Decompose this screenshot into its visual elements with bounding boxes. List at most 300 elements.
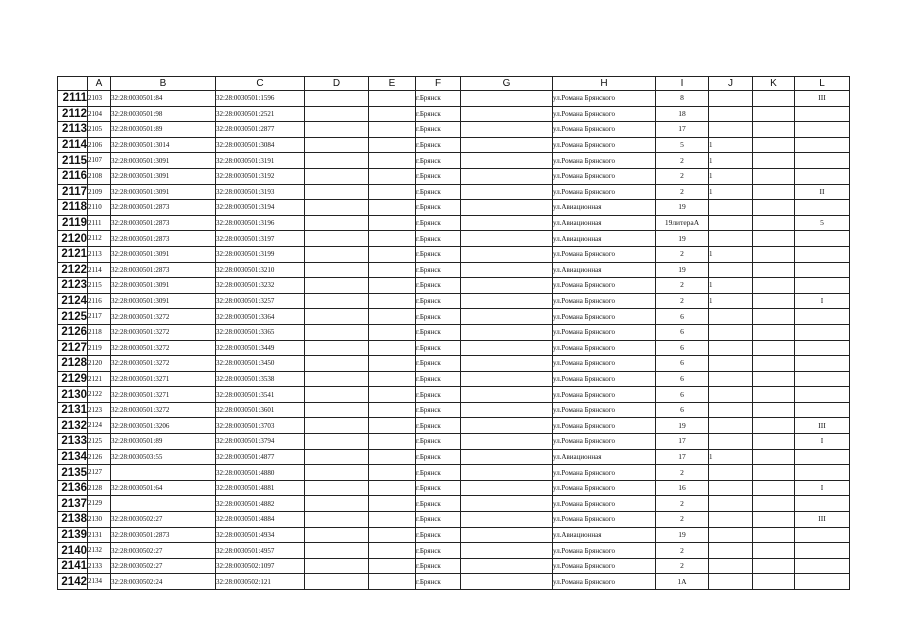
cell-i[interactable]: 5 [656, 137, 709, 153]
cell-j[interactable]: 1 [709, 246, 753, 262]
cell-a[interactable]: 2108 [88, 168, 111, 184]
cell-a[interactable]: 2123 [88, 402, 111, 418]
cell-j[interactable] [709, 122, 753, 138]
column-header-g[interactable]: G [461, 77, 553, 91]
cell-d[interactable] [305, 184, 369, 200]
cell-j[interactable]: 1 [709, 278, 753, 294]
cell-k[interactable] [753, 340, 795, 356]
cell-l[interactable] [795, 356, 850, 372]
cell-g[interactable] [461, 293, 553, 309]
cell-h[interactable]: ул.Романа Брянского [553, 465, 656, 481]
row-number[interactable]: 2131 [58, 402, 88, 418]
cell-e[interactable] [369, 449, 416, 465]
cell-g[interactable] [461, 122, 553, 138]
cell-c[interactable]: 32:28:0030501:3194 [216, 200, 305, 216]
cell-d[interactable] [305, 200, 369, 216]
cell-e[interactable] [369, 184, 416, 200]
cell-j[interactable] [709, 387, 753, 403]
cell-g[interactable] [461, 574, 553, 590]
cell-h[interactable]: ул.Романа Брянского [553, 106, 656, 122]
cell-j[interactable]: 1 [709, 293, 753, 309]
cell-c[interactable]: 32:28:0030501:3364 [216, 309, 305, 325]
cell-g[interactable] [461, 543, 553, 559]
cell-a[interactable]: 2127 [88, 465, 111, 481]
cell-b[interactable]: 32:28:0030501:3206 [111, 418, 216, 434]
row-number[interactable]: 2137 [58, 496, 88, 512]
cell-d[interactable] [305, 122, 369, 138]
cell-a[interactable]: 2125 [88, 434, 111, 450]
cell-k[interactable] [753, 246, 795, 262]
cell-j[interactable]: 1 [709, 449, 753, 465]
cell-d[interactable] [305, 278, 369, 294]
cell-i[interactable]: 2 [656, 278, 709, 294]
cell-e[interactable] [369, 496, 416, 512]
cell-b[interactable] [111, 496, 216, 512]
cell-f[interactable]: г.Брянск [416, 527, 461, 543]
cell-l[interactable] [795, 402, 850, 418]
row-number[interactable]: 2126 [58, 324, 88, 340]
cell-k[interactable] [753, 356, 795, 372]
column-header-j[interactable]: J [709, 77, 753, 91]
cell-c[interactable]: 32:28:0030501:3191 [216, 153, 305, 169]
cell-k[interactable] [753, 558, 795, 574]
cell-h[interactable]: ул.Романа Брянского [553, 512, 656, 528]
cell-k[interactable] [753, 293, 795, 309]
row-number[interactable]: 2120 [58, 231, 88, 247]
cell-d[interactable] [305, 512, 369, 528]
cell-j[interactable] [709, 465, 753, 481]
row-number[interactable]: 2119 [58, 215, 88, 231]
row-number[interactable]: 2136 [58, 480, 88, 496]
cell-i[interactable]: 19 [656, 418, 709, 434]
cell-b[interactable]: 32:28:0030501:3272 [111, 402, 216, 418]
cell-h[interactable]: ул.Романа Брянского [553, 418, 656, 434]
cell-l[interactable] [795, 137, 850, 153]
cell-e[interactable] [369, 558, 416, 574]
cell-e[interactable] [369, 356, 416, 372]
column-header-f[interactable]: F [416, 77, 461, 91]
cell-k[interactable] [753, 122, 795, 138]
cell-d[interactable] [305, 231, 369, 247]
cell-h[interactable]: ул.Романа Брянского [553, 543, 656, 559]
cell-d[interactable] [305, 465, 369, 481]
cell-j[interactable] [709, 262, 753, 278]
row-number[interactable]: 2138 [58, 512, 88, 528]
cell-k[interactable] [753, 153, 795, 169]
cell-h[interactable]: ул.Романа Брянского [553, 153, 656, 169]
cell-c[interactable]: 32:28:0030501:3449 [216, 340, 305, 356]
cell-e[interactable] [369, 434, 416, 450]
column-header-b[interactable]: B [111, 77, 216, 91]
row-number[interactable]: 2125 [58, 309, 88, 325]
cell-i[interactable]: 2 [656, 465, 709, 481]
cell-d[interactable] [305, 106, 369, 122]
cell-f[interactable]: г.Брянск [416, 402, 461, 418]
cell-i[interactable]: 2 [656, 246, 709, 262]
cell-d[interactable] [305, 309, 369, 325]
cell-l[interactable] [795, 246, 850, 262]
cell-f[interactable]: г.Брянск [416, 465, 461, 481]
cell-k[interactable] [753, 184, 795, 200]
cell-h[interactable]: ул.Авиационная [553, 200, 656, 216]
cell-d[interactable] [305, 558, 369, 574]
row-number[interactable]: 2132 [58, 418, 88, 434]
cell-e[interactable] [369, 231, 416, 247]
cell-c[interactable]: 32:28:0030501:3192 [216, 168, 305, 184]
cell-a[interactable]: 2118 [88, 324, 111, 340]
cell-f[interactable]: г.Брянск [416, 153, 461, 169]
cell-h[interactable]: ул.Романа Брянского [553, 309, 656, 325]
cell-e[interactable] [369, 371, 416, 387]
cell-i[interactable]: 17 [656, 122, 709, 138]
cell-i[interactable]: 6 [656, 324, 709, 340]
cell-b[interactable]: 32:28:0030501:3272 [111, 340, 216, 356]
cell-g[interactable] [461, 480, 553, 496]
cell-h[interactable]: ул.Романа Брянского [553, 137, 656, 153]
cell-j[interactable] [709, 418, 753, 434]
cell-b[interactable] [111, 465, 216, 481]
cell-j[interactable] [709, 215, 753, 231]
cell-h[interactable]: ул.Авиационная [553, 527, 656, 543]
cell-c[interactable]: 32:28:0030501:4882 [216, 496, 305, 512]
cell-f[interactable]: г.Брянск [416, 262, 461, 278]
cell-l[interactable] [795, 324, 850, 340]
cell-g[interactable] [461, 231, 553, 247]
cell-j[interactable] [709, 558, 753, 574]
cell-d[interactable] [305, 324, 369, 340]
cell-c[interactable]: 32:28:0030501:3193 [216, 184, 305, 200]
cell-c[interactable]: 32:28:0030501:2521 [216, 106, 305, 122]
cell-g[interactable] [461, 371, 553, 387]
cell-j[interactable] [709, 340, 753, 356]
cell-a[interactable]: 2115 [88, 278, 111, 294]
cell-k[interactable] [753, 418, 795, 434]
cell-d[interactable] [305, 418, 369, 434]
cell-j[interactable] [709, 356, 753, 372]
cell-k[interactable] [753, 449, 795, 465]
cell-a[interactable]: 2103 [88, 91, 111, 107]
row-number[interactable]: 2114 [58, 137, 88, 153]
cell-g[interactable] [461, 356, 553, 372]
cell-e[interactable] [369, 402, 416, 418]
cell-e[interactable] [369, 324, 416, 340]
cell-h[interactable]: ул.Романа Брянского [553, 480, 656, 496]
row-number[interactable]: 2135 [58, 465, 88, 481]
cell-i[interactable]: 2 [656, 496, 709, 512]
cell-b[interactable]: 32:28:0030501:3272 [111, 356, 216, 372]
row-number[interactable]: 2118 [58, 200, 88, 216]
cell-g[interactable] [461, 527, 553, 543]
cell-f[interactable]: г.Брянск [416, 371, 461, 387]
cell-f[interactable]: г.Брянск [416, 480, 461, 496]
cell-b[interactable]: 32:28:0030501:3272 [111, 324, 216, 340]
row-number[interactable]: 2129 [58, 371, 88, 387]
cell-c[interactable]: 32:28:0030501:4934 [216, 527, 305, 543]
row-number[interactable]: 2141 [58, 558, 88, 574]
cell-f[interactable]: г.Брянск [416, 91, 461, 107]
cell-e[interactable] [369, 137, 416, 153]
cell-b[interactable]: 32:28:0030501:64 [111, 480, 216, 496]
cell-l[interactable] [795, 153, 850, 169]
cell-d[interactable] [305, 574, 369, 590]
cell-d[interactable] [305, 371, 369, 387]
cell-b[interactable]: 32:28:0030502:27 [111, 558, 216, 574]
cell-e[interactable] [369, 215, 416, 231]
cell-a[interactable]: 2111 [88, 215, 111, 231]
cell-g[interactable] [461, 309, 553, 325]
cell-f[interactable]: г.Брянск [416, 356, 461, 372]
column-header-c[interactable]: C [216, 77, 305, 91]
row-number[interactable]: 2139 [58, 527, 88, 543]
cell-a[interactable]: 2122 [88, 387, 111, 403]
cell-a[interactable]: 2109 [88, 184, 111, 200]
cell-f[interactable]: г.Брянск [416, 137, 461, 153]
cell-a[interactable]: 2106 [88, 137, 111, 153]
cell-l[interactable]: II [795, 184, 850, 200]
cell-a[interactable]: 2134 [88, 574, 111, 590]
cell-c[interactable]: 32:28:0030501:3084 [216, 137, 305, 153]
cell-f[interactable]: г.Брянск [416, 324, 461, 340]
cell-c[interactable]: 32:28:0030501:3538 [216, 371, 305, 387]
cell-b[interactable]: 32:28:0030501:3271 [111, 387, 216, 403]
cell-g[interactable] [461, 449, 553, 465]
cell-i[interactable]: 17 [656, 449, 709, 465]
cell-e[interactable] [369, 200, 416, 216]
cell-c[interactable]: 32:28:0030501:3794 [216, 434, 305, 450]
cell-h[interactable]: ул.Романа Брянского [553, 184, 656, 200]
cell-b[interactable]: 32:28:0030501:3091 [111, 168, 216, 184]
cell-h[interactable]: ул.Романа Брянского [553, 558, 656, 574]
cell-a[interactable]: 2130 [88, 512, 111, 528]
cell-k[interactable] [753, 387, 795, 403]
cell-g[interactable] [461, 91, 553, 107]
cell-d[interactable] [305, 387, 369, 403]
cell-h[interactable]: ул.Романа Брянского [553, 340, 656, 356]
cell-k[interactable] [753, 137, 795, 153]
cell-f[interactable]: г.Брянск [416, 512, 461, 528]
row-number[interactable]: 2140 [58, 543, 88, 559]
row-number[interactable]: 2124 [58, 293, 88, 309]
cell-k[interactable] [753, 465, 795, 481]
cell-d[interactable] [305, 215, 369, 231]
cell-c[interactable]: 32:28:0030501:3197 [216, 231, 305, 247]
cell-k[interactable] [753, 574, 795, 590]
cell-f[interactable]: г.Брянск [416, 231, 461, 247]
row-number[interactable]: 2142 [58, 574, 88, 590]
cell-a[interactable]: 2121 [88, 371, 111, 387]
cell-c[interactable]: 32:28:0030501:3257 [216, 293, 305, 309]
cell-d[interactable] [305, 262, 369, 278]
cell-b[interactable]: 32:28:0030501:3014 [111, 137, 216, 153]
cell-g[interactable] [461, 168, 553, 184]
cell-l[interactable] [795, 200, 850, 216]
cell-i[interactable]: 6 [656, 402, 709, 418]
cell-c[interactable]: 32:28:0030502:121 [216, 574, 305, 590]
cell-a[interactable]: 2132 [88, 543, 111, 559]
cell-h[interactable]: ул.Романа Брянского [553, 168, 656, 184]
cell-e[interactable] [369, 480, 416, 496]
cell-h[interactable]: ул.Романа Брянского [553, 246, 656, 262]
cell-h[interactable]: ул.Авиационная [553, 262, 656, 278]
cell-j[interactable] [709, 324, 753, 340]
cell-l[interactable] [795, 371, 850, 387]
cell-j[interactable] [709, 371, 753, 387]
column-header-d[interactable]: D [305, 77, 369, 91]
cell-d[interactable] [305, 527, 369, 543]
cell-d[interactable] [305, 137, 369, 153]
row-number[interactable]: 2130 [58, 387, 88, 403]
cell-l[interactable] [795, 309, 850, 325]
cell-g[interactable] [461, 215, 553, 231]
cell-j[interactable] [709, 574, 753, 590]
cell-l[interactable] [795, 574, 850, 590]
cell-i[interactable]: 19литераА [656, 215, 709, 231]
cell-h[interactable]: ул.Романа Брянского [553, 574, 656, 590]
cell-l[interactable] [795, 449, 850, 465]
cell-b[interactable]: 32:28:0030501:89 [111, 122, 216, 138]
cell-c[interactable]: 32:28:0030501:3450 [216, 356, 305, 372]
column-header-a[interactable]: A [88, 77, 111, 91]
row-number[interactable]: 2112 [58, 106, 88, 122]
cell-d[interactable] [305, 480, 369, 496]
cell-k[interactable] [753, 106, 795, 122]
cell-h[interactable]: ул.Романа Брянского [553, 122, 656, 138]
cell-j[interactable] [709, 309, 753, 325]
cell-a[interactable]: 2116 [88, 293, 111, 309]
cell-h[interactable]: ул.Романа Брянского [553, 91, 656, 107]
cell-f[interactable]: г.Брянск [416, 574, 461, 590]
cell-k[interactable] [753, 527, 795, 543]
cell-e[interactable] [369, 278, 416, 294]
cell-h[interactable]: ул.Романа Брянского [553, 402, 656, 418]
row-number[interactable]: 2122 [58, 262, 88, 278]
cell-f[interactable]: г.Брянск [416, 449, 461, 465]
cell-g[interactable] [461, 200, 553, 216]
cell-l[interactable]: I [795, 434, 850, 450]
cell-j[interactable] [709, 512, 753, 528]
cell-b[interactable]: 32:28:0030501:2873 [111, 527, 216, 543]
cell-d[interactable] [305, 168, 369, 184]
cell-l[interactable]: III [795, 418, 850, 434]
cell-i[interactable]: 2 [656, 184, 709, 200]
cell-i[interactable]: 19 [656, 262, 709, 278]
cell-a[interactable]: 2120 [88, 356, 111, 372]
cell-d[interactable] [305, 356, 369, 372]
cell-k[interactable] [753, 512, 795, 528]
cell-l[interactable] [795, 106, 850, 122]
cell-k[interactable] [753, 231, 795, 247]
cell-c[interactable]: 32:28:0030501:4957 [216, 543, 305, 559]
cell-h[interactable]: ул.Романа Брянского [553, 324, 656, 340]
cell-f[interactable]: г.Брянск [416, 309, 461, 325]
cell-e[interactable] [369, 387, 416, 403]
cell-j[interactable] [709, 402, 753, 418]
cell-k[interactable] [753, 262, 795, 278]
cell-i[interactable]: 16 [656, 480, 709, 496]
cell-g[interactable] [461, 465, 553, 481]
cell-g[interactable] [461, 278, 553, 294]
cell-g[interactable] [461, 340, 553, 356]
row-number[interactable]: 2115 [58, 153, 88, 169]
cell-b[interactable]: 32:28:0030501:3091 [111, 153, 216, 169]
cell-k[interactable] [753, 371, 795, 387]
cell-d[interactable] [305, 496, 369, 512]
cell-a[interactable]: 2107 [88, 153, 111, 169]
cell-f[interactable]: г.Брянск [416, 278, 461, 294]
cell-a[interactable]: 2104 [88, 106, 111, 122]
cell-f[interactable]: г.Брянск [416, 293, 461, 309]
cell-e[interactable] [369, 262, 416, 278]
cell-i[interactable]: 19 [656, 231, 709, 247]
cell-b[interactable]: 32:28:0030501:3091 [111, 184, 216, 200]
row-number[interactable]: 2133 [58, 434, 88, 450]
cell-f[interactable]: г.Брянск [416, 387, 461, 403]
cell-i[interactable]: 2 [656, 168, 709, 184]
cell-i[interactable]: 6 [656, 387, 709, 403]
cell-f[interactable]: г.Брянск [416, 418, 461, 434]
cell-j[interactable]: 1 [709, 137, 753, 153]
cell-a[interactable]: 2114 [88, 262, 111, 278]
cell-f[interactable]: г.Брянск [416, 434, 461, 450]
cell-l[interactable]: I [795, 293, 850, 309]
cell-l[interactable] [795, 496, 850, 512]
cell-d[interactable] [305, 543, 369, 559]
cell-e[interactable] [369, 122, 416, 138]
row-number[interactable]: 2123 [58, 278, 88, 294]
cell-d[interactable] [305, 340, 369, 356]
cell-i[interactable]: 1А [656, 574, 709, 590]
cell-j[interactable] [709, 543, 753, 559]
cell-b[interactable]: 32:28:0030501:98 [111, 106, 216, 122]
cell-a[interactable]: 2126 [88, 449, 111, 465]
cell-a[interactable]: 2124 [88, 418, 111, 434]
cell-l[interactable]: I [795, 480, 850, 496]
cell-i[interactable]: 6 [656, 309, 709, 325]
cell-c[interactable]: 32:28:0030501:3703 [216, 418, 305, 434]
row-number[interactable]: 2128 [58, 356, 88, 372]
cell-c[interactable]: 32:28:0030501:2877 [216, 122, 305, 138]
cell-h[interactable]: ул.Романа Брянского [553, 496, 656, 512]
cell-b[interactable]: 32:28:0030501:3271 [111, 371, 216, 387]
cell-k[interactable] [753, 496, 795, 512]
cell-d[interactable] [305, 91, 369, 107]
cell-i[interactable]: 17 [656, 434, 709, 450]
cell-b[interactable]: 32:28:0030501:84 [111, 91, 216, 107]
cell-j[interactable] [709, 527, 753, 543]
cell-h[interactable]: ул.Романа Брянского [553, 278, 656, 294]
cell-a[interactable]: 2117 [88, 309, 111, 325]
cell-g[interactable] [461, 434, 553, 450]
cell-j[interactable] [709, 480, 753, 496]
cell-f[interactable]: г.Брянск [416, 200, 461, 216]
cell-l[interactable] [795, 527, 850, 543]
cell-g[interactable] [461, 558, 553, 574]
row-number[interactable]: 2111 [58, 91, 88, 107]
cell-k[interactable] [753, 278, 795, 294]
cell-c[interactable]: 32:28:0030501:3365 [216, 324, 305, 340]
cell-i[interactable]: 6 [656, 340, 709, 356]
row-number[interactable]: 2117 [58, 184, 88, 200]
cell-e[interactable] [369, 465, 416, 481]
cell-b[interactable]: 32:28:0030503:55 [111, 449, 216, 465]
cell-f[interactable]: г.Брянск [416, 558, 461, 574]
cell-a[interactable]: 2128 [88, 480, 111, 496]
cell-k[interactable] [753, 543, 795, 559]
cell-l[interactable]: III [795, 91, 850, 107]
cell-h[interactable]: ул.Авиационная [553, 231, 656, 247]
row-number[interactable]: 2121 [58, 246, 88, 262]
cell-f[interactable]: г.Брянск [416, 246, 461, 262]
